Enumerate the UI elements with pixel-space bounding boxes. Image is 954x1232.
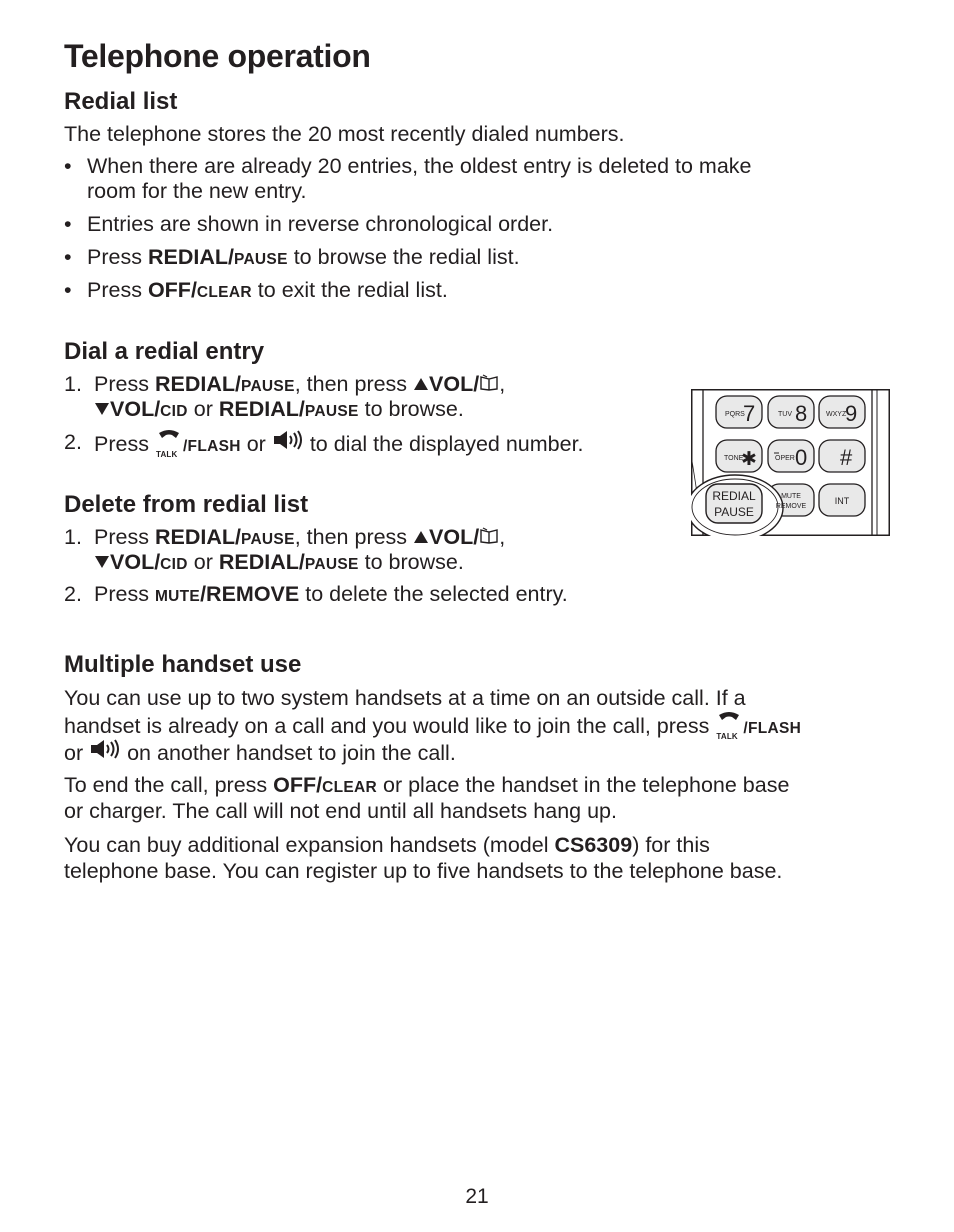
p3-line1-b: ) for this: [632, 833, 710, 857]
mute-key-label: MUTE: [154, 588, 201, 605]
svg-text:9: 9: [845, 401, 858, 426]
model-number: CS6309: [554, 833, 633, 857]
bullet-2-text: Entries are shown in reverse chronological order.: [87, 212, 554, 236]
page-number: 21: [465, 1185, 489, 1208]
down-triangle-icon: [94, 402, 110, 416]
page-title: Telephone operation: [64, 38, 371, 74]
svg-text:TUV: TUV: [778, 411, 792, 418]
off-key-label: OFF/: [147, 278, 197, 302]
dial-step-1-line1: Press REDIAL/PAUSE, then press VOL/ ,: [94, 372, 506, 396]
dial-step-1-line2: [94, 396, 464, 425]
bullet-1-text-line2: room for the new entry.: [87, 179, 307, 203]
handset-keypad-illustration: [691, 389, 890, 536]
cid-key-label: CID: [160, 556, 188, 573]
pause-key-label: PAUSE: [304, 556, 359, 573]
talk-icon: TALK: [155, 429, 183, 451]
svg-text:✱: ✱: [741, 449, 757, 470]
svg-text:WXYZ: WXYZ: [826, 411, 847, 418]
pause-key-label: PAUSE: [240, 378, 295, 395]
or-word: or: [193, 550, 213, 574]
p2-line1-b: or place the handset in the telephone base: [383, 773, 790, 797]
svg-text:OPER: OPER: [775, 455, 795, 462]
press-word: Press: [87, 245, 142, 269]
pause-key-label: PAUSE: [240, 531, 295, 548]
speaker-icon: [89, 738, 121, 760]
svg-text:REDIAL: REDIAL: [712, 489, 756, 503]
bullet-3: •: [64, 245, 72, 269]
step-1-number: 1.: [64, 525, 82, 549]
cid-key-label: CID: [160, 403, 188, 420]
up-triangle-icon: [413, 530, 429, 544]
dial-step-2: [94, 429, 584, 460]
multiple-p3-line2: telephone base. You can register up to five handsets to the telephone base.: [64, 859, 783, 883]
step-2-number: 2.: [64, 582, 82, 606]
remove-key-label: /REMOVE: [200, 582, 300, 606]
delete-step-1-line2: [94, 549, 464, 578]
vol-key-label: VOL/: [429, 525, 480, 549]
press-word: Press: [94, 372, 149, 396]
down-triangle-icon: [94, 555, 110, 569]
bullet-1-text-line1: When there are already 20 entries, the oldest entry is deleted to make: [87, 154, 752, 178]
bullet-4-end: to exit the redial list.: [257, 278, 448, 302]
p1-line3-end: on another handset to join the call.: [127, 741, 456, 765]
svg-text:MUTE: MUTE: [781, 493, 801, 500]
redial-key-label: REDIAL/: [154, 525, 241, 549]
press-word: Press: [94, 432, 149, 456]
press-word: Press: [87, 278, 142, 302]
flash-key-label: /FLASH: [182, 438, 241, 455]
flash-key-label: /FLASH: [743, 720, 802, 737]
delete-step-1-line1: Press REDIAL/PAUSE, then press VOL/ ,: [94, 525, 506, 549]
pause-key-label: PAUSE: [304, 403, 359, 420]
clear-key-label: CLEAR: [196, 284, 252, 301]
step-1-number: 1.: [64, 372, 82, 396]
phonebook-icon: [479, 373, 499, 391]
multiple-p1-line1: You can use up to two system handsets at a time on an outside call. If a: [64, 686, 746, 710]
redial-key-label: REDIAL/: [218, 550, 305, 574]
multiple-p3-line1: [64, 832, 904, 858]
heading-redial-list: Redial list: [64, 88, 178, 115]
pause-key-label: PAUSE: [233, 251, 288, 268]
talk-icon: TALK: [715, 711, 743, 733]
p3-line1-a: You can buy additional expansion handsets (model: [64, 833, 549, 857]
svg-text:8: 8: [795, 401, 808, 426]
redial-key-label: REDIAL/: [147, 245, 234, 269]
heading-dial-redial-entry: Dial a redial entry: [64, 338, 265, 365]
svg-text:#: #: [840, 445, 853, 470]
to-browse: to browse.: [364, 550, 464, 574]
p1-line2-text: handset is already on a call and you would like to join the call, press: [64, 714, 710, 738]
to-dial: to dial the displayed number.: [309, 432, 584, 456]
multiple-p1-line3: [64, 738, 904, 766]
clear-key-label: CLEAR: [322, 779, 378, 796]
vol-key-label: VOL/: [110, 550, 161, 574]
step-2-number: 2.: [64, 430, 82, 454]
to-browse: to browse.: [364, 397, 464, 421]
redial-key-label: REDIAL/: [154, 372, 241, 396]
redial-key-label: REDIAL/: [218, 397, 305, 421]
svg-text:REMOVE: REMOVE: [775, 503, 807, 510]
bullet-3-text: [87, 244, 520, 273]
press-word: Press: [94, 525, 149, 549]
bullet-4-text: [87, 277, 448, 306]
heading-multiple-handset: Multiple handset use: [64, 651, 302, 678]
multiple-p2-line1: [64, 772, 904, 801]
svg-text:0: 0: [795, 445, 808, 470]
to-delete: to delete the selected entry.: [305, 582, 568, 606]
svg-text:TONE: TONE: [724, 455, 744, 462]
svg-text:7: 7: [743, 401, 756, 426]
off-key-label: OFF/: [273, 773, 323, 797]
heading-delete-redial: Delete from redial list: [64, 491, 309, 518]
up-triangle-icon: [413, 377, 429, 391]
bullet-1: •: [64, 154, 72, 178]
speaker-icon: [272, 429, 304, 451]
or-word: or: [64, 741, 84, 765]
svg-text:PAUSE: PAUSE: [714, 505, 754, 519]
vol-key-label: VOL/: [110, 397, 161, 421]
bullet-3-end: to browse the redial list.: [293, 245, 520, 269]
delete-step-2: [94, 581, 568, 610]
svg-text:PQRS: PQRS: [725, 411, 745, 418]
then-press: , then press: [294, 372, 408, 396]
vol-key-label: VOL/: [429, 372, 480, 396]
bullet-4: •: [64, 278, 72, 302]
svg-text:INT: INT: [834, 496, 850, 506]
phonebook-icon: [479, 526, 499, 544]
or-word: or: [193, 397, 213, 421]
or-word: or: [246, 432, 266, 456]
then-press: , then press: [294, 525, 408, 549]
press-word: Press: [94, 582, 149, 606]
multiple-p2-line2: or charger. The call will not end until all handsets hang up.: [64, 799, 617, 823]
bullet-2: •: [64, 212, 72, 236]
redial-intro: The telephone stores the 20 most recently dialed numbers.: [64, 122, 625, 146]
p2-line1-a: To end the call, press: [64, 773, 268, 797]
